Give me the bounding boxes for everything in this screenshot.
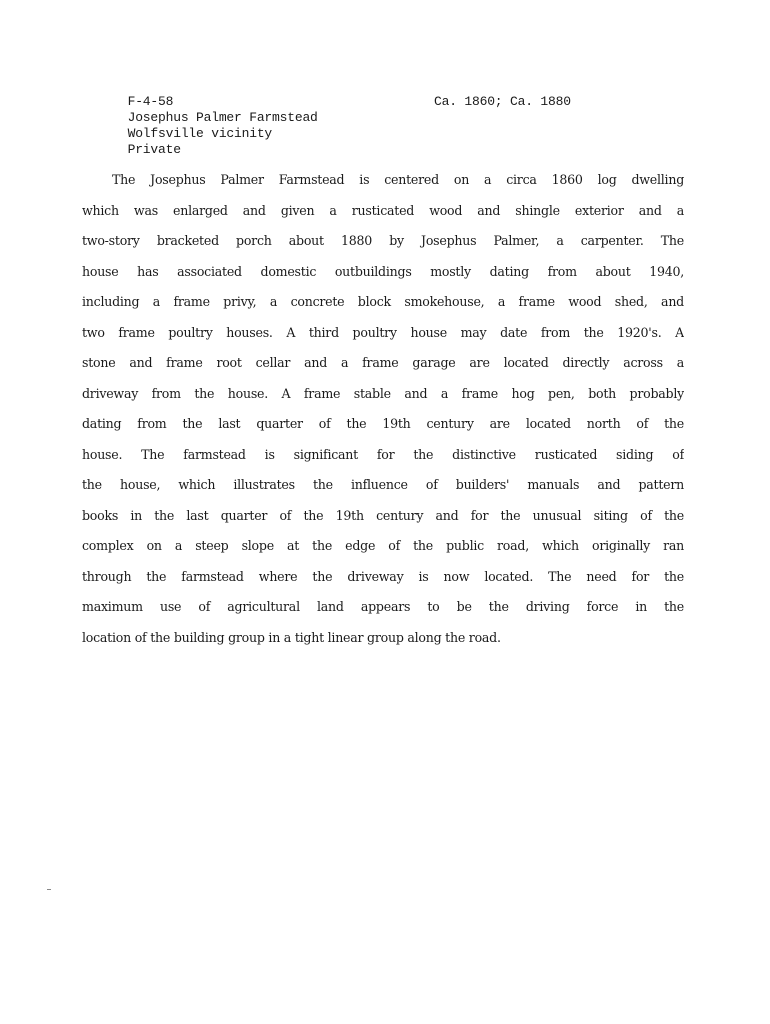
paragraph-line: house. The farmstead is significant for the distinctive rusticated siding of bbox=[82, 446, 684, 462]
description-paragraph bbox=[82, 165, 684, 653]
paragraph-line: location of the building group in a tight linear group along the road. bbox=[82, 629, 501, 645]
paragraph-line: which was enlarged and given a rusticated wood and shingle exterior and a bbox=[82, 202, 684, 218]
paragraph-line: The Josephus Palmer Farmstead is centered on a circa 1860 log dwelling bbox=[112, 172, 684, 187]
paragraph-line: through the farmstead where the driveway is now located. The need for the bbox=[82, 568, 684, 584]
property-date: Ca. 1860; Ca. 1880 bbox=[434, 94, 571, 109]
header-line-4 bbox=[82, 126, 702, 157]
document-header bbox=[82, 78, 702, 157]
header-line-3 bbox=[82, 110, 702, 141]
scan-mark bbox=[47, 889, 51, 890]
paragraph-line: including a frame privy, a concrete block smokehouse, a frame wood shed, and bbox=[82, 294, 684, 309]
paragraph-line: driveway from the house. A frame stable and a frame hog pen, both probably bbox=[82, 385, 684, 401]
property-ownership: Private bbox=[127, 142, 181, 157]
paragraph-line: dating from the last quarter of the 19th century are located north of the bbox=[82, 416, 684, 431]
paragraph-line: two frame poultry houses. A third poultry house may date from the 1920's. A bbox=[82, 324, 684, 340]
paragraph-line: maximum use of agricultural land appears to be the driving force in the bbox=[82, 599, 684, 614]
paragraph-line: the house, which illustrates the influence of builders' manuals and pattern bbox=[82, 477, 684, 492]
paragraph-line: stone and frame root cellar and a frame garage are located directly across a bbox=[82, 355, 684, 370]
paragraph-line: complex on a steep slope at the edge of the public road, which originally ran bbox=[82, 538, 684, 553]
paragraph-line: two-story bracketed porch about 1880 by Josephus Palmer, a carpenter. The bbox=[82, 233, 684, 248]
paragraph-line: books in the last quarter of the 19th century and for the unusual siting of the bbox=[82, 507, 684, 523]
paragraph-line: house has associated domestic outbuildings mostly dating from about 1940, bbox=[82, 263, 684, 279]
property-name: Josephus Palmer Farmstead bbox=[127, 110, 318, 125]
site-id: F-4-58 bbox=[127, 94, 174, 109]
header-line-2 bbox=[82, 94, 702, 125]
property-location: Wolfsville vicinity bbox=[127, 126, 273, 141]
